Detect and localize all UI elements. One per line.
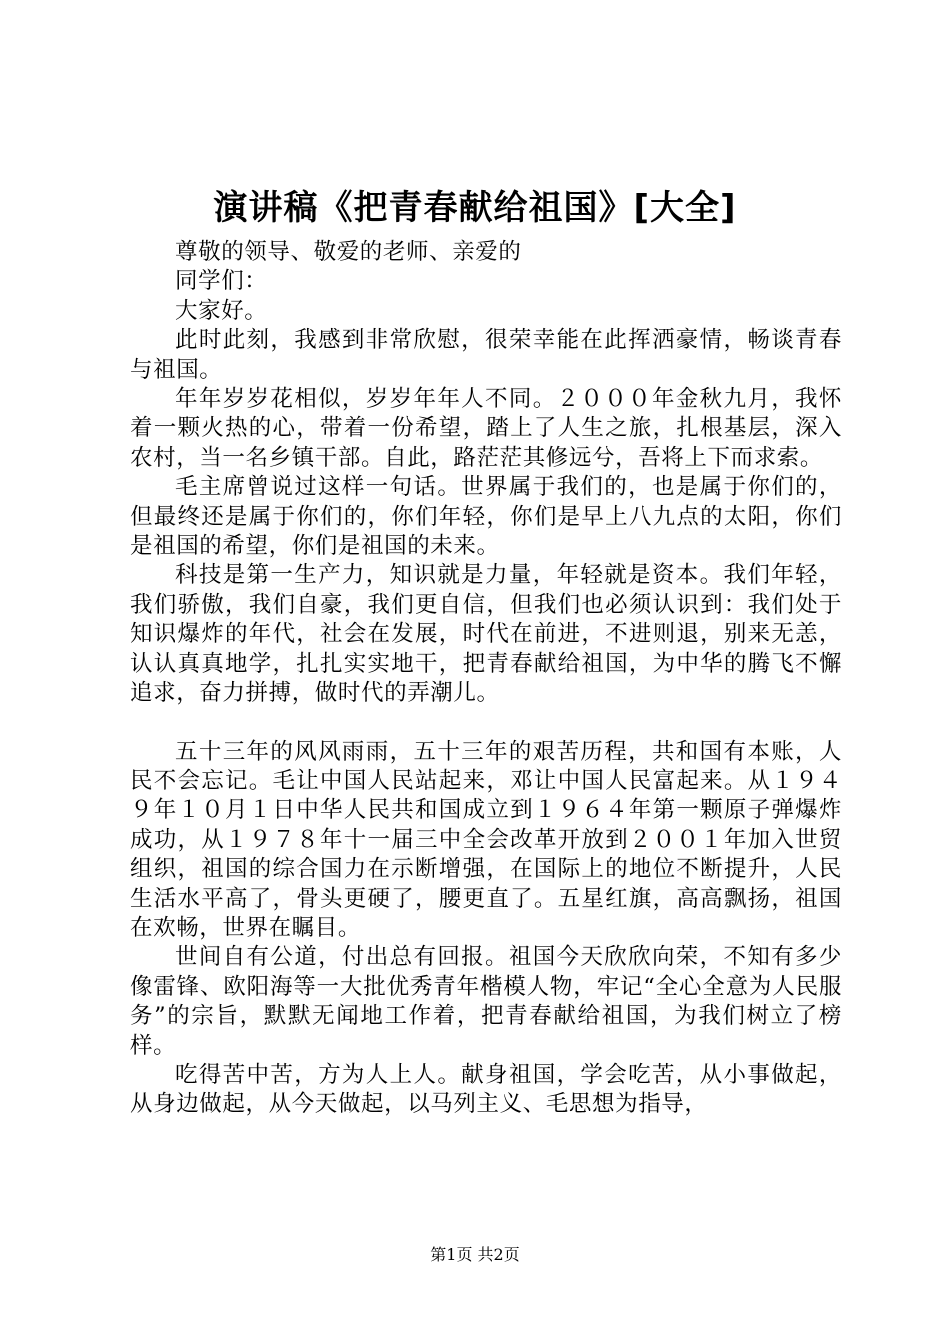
paragraph: 五十三年的风风雨雨，五十三年的艰苦历程，共和国有本账，人民不会忘记。毛让中国人民站起来，邓让中国人民富起来。从１９４９年１０月１日中华人民共和国成立到１９６４年第一颗原子弹爆炸成功，从１９７８年十一届三中全会改革开放到２００１年加入世贸组织，祖国的综合国力在示断增强，在国际上的地位不断提升，人民生活水平高了，骨头更硬了，腰更直了。五星红旗，高高飘扬，祖国在欢畅，世界在瞩目。 <box>130 738 842 941</box>
document-body <box>130 238 842 1120</box>
greeting-line: 同学们： <box>175 268 268 295</box>
paragraph: 年年岁岁花相似，岁岁年年人不同。２０００年金秋九月，我怀着一颗火热的心，带着一份希望，踏上了人生之旅，扎根基层，深入农村，当一名乡镇干部。自此，路茫茫其修远兮，吾将上下而求索。 <box>130 386 842 471</box>
paragraph: 吃得苦中苦，方为人上人。献身祖国，学会吃苦，从小事做起，从身边做起，从今天做起，以马列主义、毛思想为指导， <box>130 1061 842 1118</box>
paragraph: 此时此刻，我感到非常欣慰，很荣幸能在此挥洒豪情，畅谈青春与祖国。 <box>130 327 842 383</box>
greeting-line: 大家好。 <box>175 297 268 324</box>
paragraph: 毛主席曾说过这样一句话。世界属于我们的，也是属于你们的，但最终还是属于你们的，你们年轻，你们是早上八九点的太阳，你们是祖国的希望，你们是祖国的未来。 <box>130 474 842 560</box>
greeting-line: 尊敬的领导、敬爱的老师、亲爱的 <box>175 239 522 265</box>
paragraph: 世间自有公道，付出总有回报。祖国今天欣欣向荣，不知有多少像雷锋、欧阳海等一大批优秀青年楷模人物，牢记“全心全意为人民服务”的宗旨，默默无闻地工作着，把青春献给祖国，为我们树立了榜样。 <box>130 944 842 1059</box>
paragraph: 科技是第一生产力，知识就是力量，年轻就是资本。我们年轻，我们骄傲，我们自豪，我们更自信，但我们也必须认识到：我们处于知识爆炸的年代，社会在发展，时代在前进，不进则退，别来无恙，认认真真地学，扎扎实实地干，把青春献给祖国，为中华的腾飞不懈追求，奋力拼搏，做时代的弄潮儿。 <box>130 562 842 707</box>
document-title: 演讲稿《把青春献给祖国》[大全] <box>213 188 737 228</box>
page-footer: 第1页 共2页 <box>430 1245 520 1264</box>
